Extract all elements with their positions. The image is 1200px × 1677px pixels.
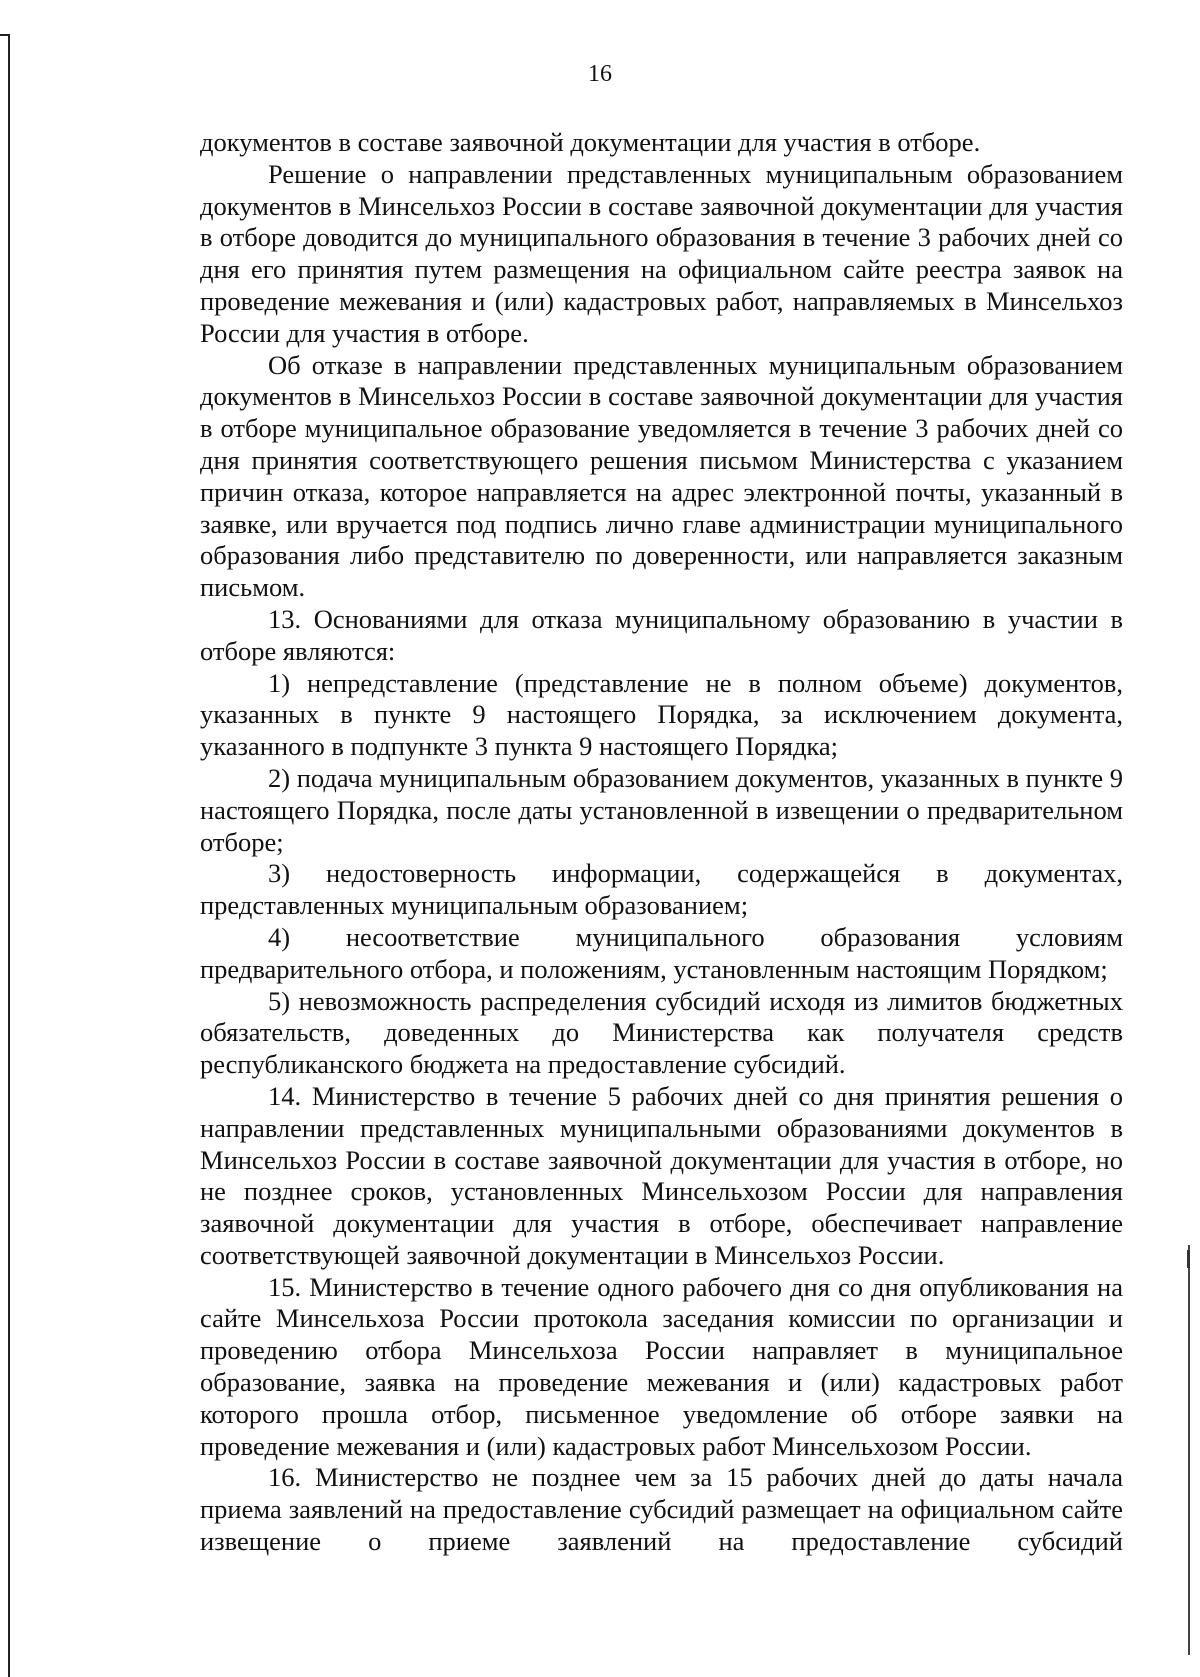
paragraph-refusal-notice: Об отказе в направлении представленных муниципальным образованием документов в Минсельхоз России в составе заявочной документации для участия в отборе муниципальное образование уведомляется в течение 3 рабочих дней со дня принятия соответствующего решения письмом Министерства с указанием причин отказа, которое направляется на адрес электронной почты, указанный в заявке, или вручается под подпись лично главе администрации муниципального образования либо представителю по доверенности, или направляется заказным письмом.: [200, 349, 1123, 603]
paragraph-continuation: документов в составе заявочной документации для участия в отборе.: [200, 127, 981, 157]
list-item-13-4: 4) несоответствие муниципального образования условиям предварительного отбора, и положениям, установленным настоящим Порядком;: [200, 921, 1123, 984]
paragraph-item-15: 15. Министерство в течение одного рабочего дня со дня опубликования на сайте Минсельхоза России протокола заседания комиссии по организации и проведению отбора Минсельхоза России направляет в муниципальное образование, заявка на проведение межевания и (или) кадастровых работ которого прошла отбор, письменное уведомление об отборе заявки на проведение межевания и (или) кадастровых работ Минсельхозом России.: [200, 1271, 1123, 1461]
paragraph-item-16: 16. Министерство не позднее чем за 15 рабочих дней до даты начала приема заявлений на предоставление субсидий размещает на официальном сайте извещение о приеме заявлений на предоставление субсидий: [200, 1462, 1123, 1557]
scan-edge-left: [8, 34, 10, 1677]
page-number: 16: [588, 61, 612, 87]
list-item-13-2: 2) подача муниципальным образованием документов, указанных в пункте 9 настоящего Порядка, после даты установленной в извещении о предварительном отборе;: [200, 762, 1123, 857]
paragraph-item-14: 14. Министерство в течение 5 рабочих дней со дня принятия решения о направлении представленных муниципальными образованиями документов в Минсельхоз России в составе заявочной документации для участия в отборе, но не позднее сроков, установленных Минсельхозом России для направления заявочной документации для участия в отборе, обеспечивает направление соответствующей заявочной документации в Минсельхоз России.: [200, 1080, 1123, 1270]
scan-edge-right-mark: [1187, 1250, 1190, 1268]
scan-edge-left-corner: [0, 34, 10, 36]
list-item-13-1: 1) непредставление (представление не в полном объеме) документов, указанных в пункте 9 настоящего Порядка, за исключением документа, указанного в подпункте 3 пункта 9 настоящего Порядка;: [200, 667, 1123, 762]
paragraph-item-13: 13. Основаниями для отказа муниципальному образованию в участии в отборе являются:: [200, 603, 1123, 666]
list-item-13-3: 3) недостоверность информации, содержащейся в документах, представленных муниципальным образованием;: [200, 858, 1123, 921]
paragraph-decision-notice: Решение о направлении представленных муниципальным образованием документов в Минсельхоз России в составе заявочной документации для участия в отборе доводится до муниципального образования в течение 3 рабочих дней со дня его принятия путем размещения на официальном сайте реестра заявок на проведение межевания и (или) кадастровых работ, направляемых в Минсельхоз России для участия в отборе.: [200, 158, 1123, 348]
document-body: [200, 127, 1123, 1558]
list-item-13-5: 5) невозможность распределения субсидий исходя из лимитов бюджетных обязательств, доведенных до Министерства как получателя средств республиканского бюджета на предоставление субсидий.: [200, 985, 1123, 1080]
scan-edge-right: [1188, 1245, 1190, 1655]
